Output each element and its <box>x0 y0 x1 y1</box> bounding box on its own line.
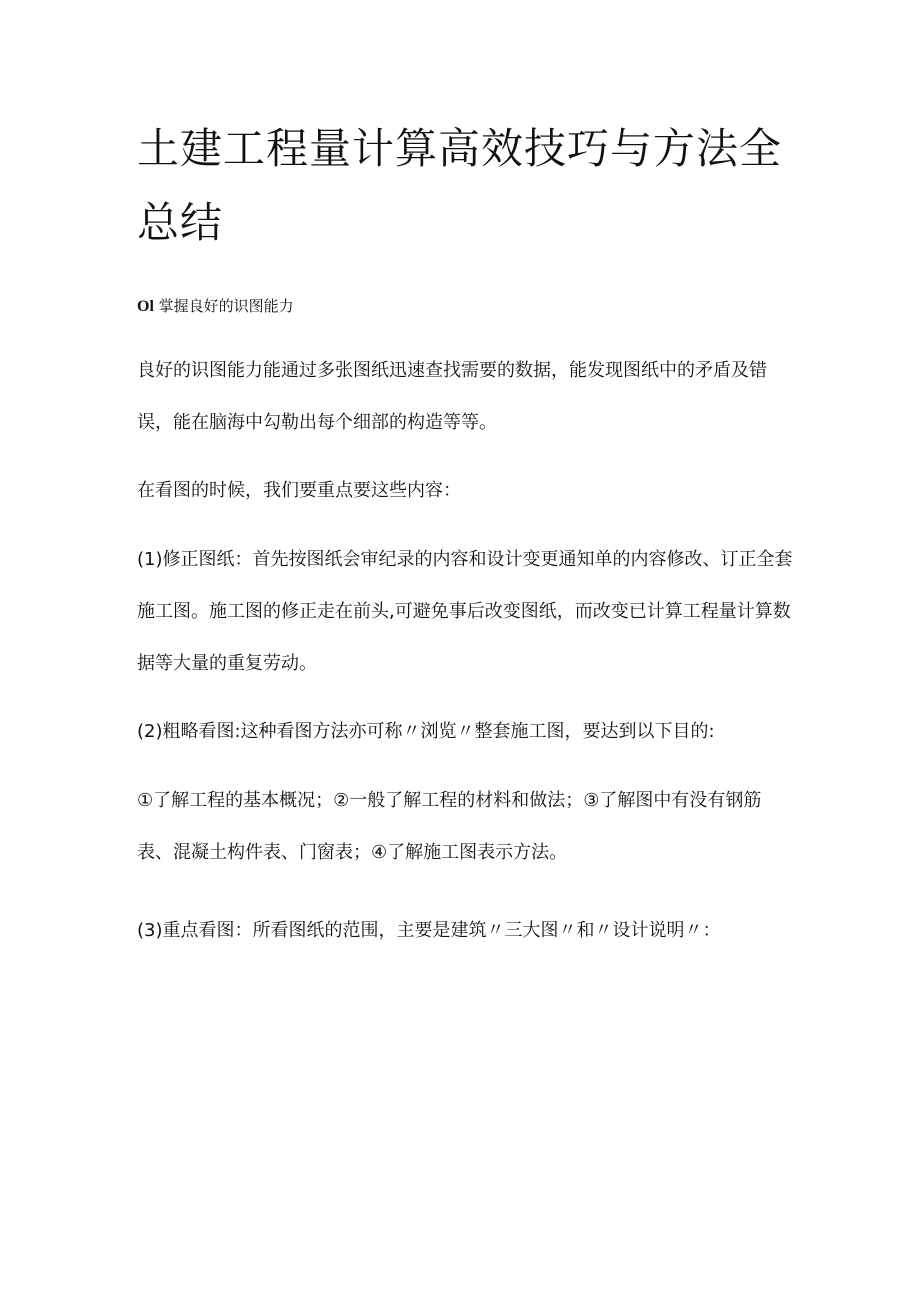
paragraph-rough-reading: (2)粗略看图:这种看图方法亦可称〃浏览〃整套施工图，要达到以下目的: <box>137 721 715 742</box>
section-number: Ol <box>137 298 154 315</box>
section-heading <box>137 294 294 319</box>
paragraph-correct-drawings: (1)修正图纸：首先按图纸会审纪录的内容和设计变更通知单的内容修改、订正全套施工图。施工图的修正走在前头,可避免事后改变图纸，而改变已计算工程量计算数据等大量的重复劳动。 <box>137 549 793 674</box>
paragraph-rough-reading-goals: ①了解工程的基本概况；②一般了解工程的材料和做法；③了解图中有没有钢筋表、混凝土构件表、门窗表；④了解施工图表示方法。 <box>137 790 762 863</box>
paragraph-reading-ability: 良好的识图能力能通过多张图纸迅速查找需要的数据，能发现图纸中的矛盾及错误，能在脑海中勾勒出每个细部的构造等等。 <box>137 360 767 433</box>
paragraph-key-points-intro: 在看图的时候，我们要重点要这些内容： <box>137 480 461 501</box>
paragraph-focused-reading: (3)重点看图：所看图纸的范围，主要是建筑〃三大图〃和〃设计说明〃： <box>137 920 721 941</box>
section-heading-text: 掌握良好的识图能力 <box>158 297 294 315</box>
document-title: 土建工程量计算高效技巧与方法全总结 <box>137 124 783 247</box>
